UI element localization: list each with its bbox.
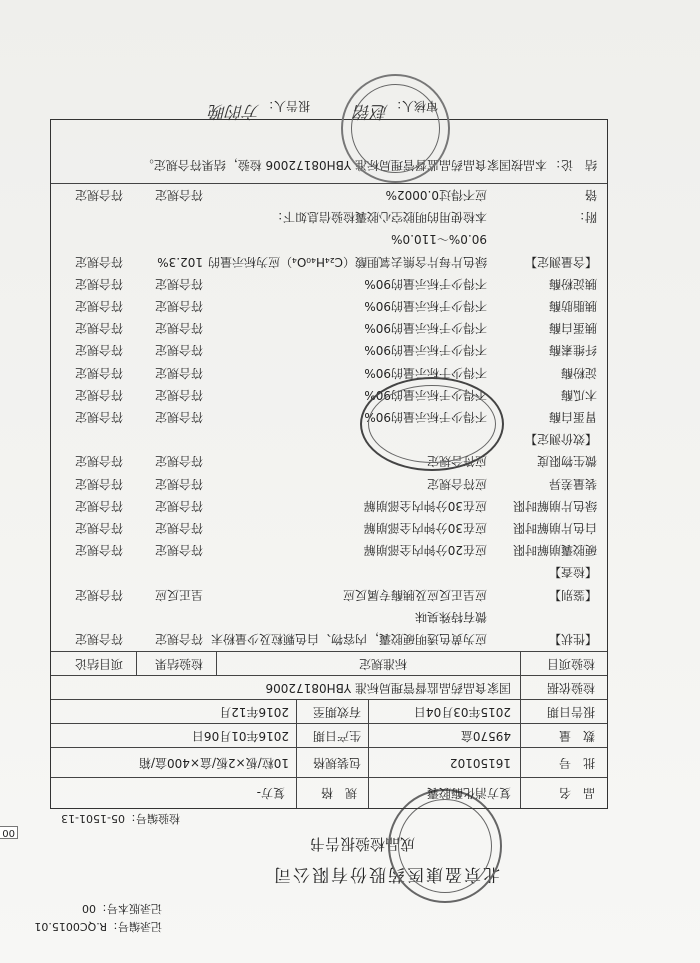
batch-value: 16150102 [449,756,511,770]
table-line [51,183,607,184]
row-result: 符合规定 [154,276,203,291]
row-result: 符合规定 [154,410,203,424]
prod-date-label: 生产日期 [312,729,361,743]
row-result: 符合规定 [154,321,203,336]
spec-label: 规 格 [320,786,357,800]
row-conclusion: 符合规定 [74,543,123,558]
spec-value: 复方- [256,786,285,800]
conclusion-text: 本品按国家食品药品监督管理局标准 YBH08172006 检验，结果符合规定。 [141,158,547,172]
table-line [520,676,521,700]
row-item: 【含量测定】 [524,254,597,269]
report-date-label: 报告日期 [546,705,595,719]
basis-label: 检验依据 [546,681,595,695]
row-conclusion: 符合规定 [74,365,123,380]
row-item: 铬 [584,188,597,202]
table-line [520,652,521,676]
col-result-header: 检验结果 [154,657,203,671]
report-date-value: 2015年03月04日 [413,705,511,719]
row-conclusion: 符合规定 [74,276,123,291]
row-result: 符合规定 [154,476,203,491]
row-conclusion: 符合规定 [74,299,123,313]
row-conclusion: 符合规定 [74,254,123,269]
row-item: 硬胶囊崩解时限 [512,543,597,558]
table-line [51,651,607,652]
table-line [51,675,607,676]
table-line [296,700,297,808]
row-result: 符合规定 [154,521,203,535]
table-line [51,747,607,748]
row-standard: 应为黄色透明硬胶囊，内容物、白色颗粒及少量粉末 [210,632,487,646]
bottom-stamp-inner-ring [351,84,440,173]
table-line [520,700,521,808]
row-result: 符合规定 [154,454,203,469]
prod-date-value: 2016年01月06日 [191,729,289,743]
row-result: 符合规定 [154,632,203,646]
basis-value: 国家食品药品监督管理局标准 YBH08172006 [265,681,511,695]
inspection-number: 检验编号：05-1501-13 [61,812,180,825]
table-line [51,723,607,724]
expiry-label: 有效期至 [312,705,361,719]
row-result: 符合规定 [154,365,203,380]
row-result: 符合规定 [154,299,203,313]
row-standard: 微有特殊臭味 [414,609,487,624]
batch-label: 批 号 [558,756,595,770]
row-standard: 应在30分钟内全部崩解 [363,498,487,513]
row-result: 符合规定 [154,498,203,513]
reviewer-label: 审核人： [389,99,438,113]
table-line [216,652,217,676]
row-item: 胃蛋白酶 [548,410,597,424]
row-result: 符合规定 [154,543,203,558]
col-item-header: 检验项目 [546,657,595,671]
row-item: 微生物限度 [536,454,597,469]
row-standard: 不得少于标示量的90% [364,343,487,358]
row-result: 102.3% [157,254,203,269]
row-standard: 应在30分钟内全部崩解 [363,521,487,535]
row-item: 【检查】 [548,565,597,580]
row-standard: 90.0%～110.0% [391,232,487,247]
reviewer-signature: 赵铭 [354,101,388,121]
row-standard: 不得少于标示量的90% [364,276,487,291]
row-result: 呈正反应 [154,587,203,602]
product-label: 品 名 [558,786,595,800]
row-item: 【效价测定】 [524,432,597,447]
conclusion-label: 结 论： [548,158,597,172]
row-item: 附： [572,210,597,225]
row-conclusion: 符合规定 [74,410,123,424]
row-item: 木瓜酶 [560,387,597,402]
row-item: 绿色片崩解时限 [512,498,597,513]
row-result: 符合规定 [154,343,203,358]
package-value: 10粒/板×2板/盒×400盒/箱 [138,756,289,770]
quantity-value: 49570盒 [460,729,511,743]
inspection-table [50,119,608,809]
row-standard: 应符合规定 [426,454,487,469]
row-item: 纤维素酶 [548,343,597,358]
row-standard: 应呈正反应及胰酶专属反应 [342,587,487,602]
row-conclusion: 符合规定 [74,387,123,402]
row-item: 【鉴别】 [548,587,597,602]
row-conclusion: 符合规定 [74,476,123,491]
table-line [368,700,369,808]
row-item: 胰淀粉酶 [548,276,597,291]
package-label: 包装规格 [312,756,361,770]
row-standard: 不得少于标示量的90% [364,321,487,336]
table-line [136,652,137,676]
row-conclusion: 符合规定 [74,454,123,469]
bottom-stamp [341,74,450,183]
row-standard: 不得少于标示量的90% [364,387,487,402]
row-item: 白色片崩解时限 [512,521,597,535]
header-stamp-inner-ring [398,799,492,893]
col-conclusion-header: 项目结论 [74,657,123,671]
row-conclusion: 符合规定 [74,188,123,202]
row-item: 淀粉酶 [560,365,597,380]
row-standard: 不得少于标示量的90% [364,299,487,313]
record-number: 记录编号：R.QC0015.01 [34,920,162,933]
row-conclusion: 符合规定 [74,498,123,513]
row-standard: 不得少于标示量的90% [364,410,487,424]
edge-stub: 00 [0,826,18,839]
row-standard: 绿色片每片含熊去氧胆酸（C₂₄H₄₀O₄）应为标示量的 [208,254,487,269]
row-item: 胰蛋白酶 [548,321,597,336]
quantity-label: 数 量 [558,729,595,743]
row-result: 符合规定 [154,188,203,202]
row-conclusion: 符合规定 [74,321,123,336]
row-conclusion: 符合规定 [74,521,123,535]
row-standard: 应不得过0.0002% [385,188,487,202]
row-standard: 应在20分钟内全部崩解 [363,543,487,558]
row-standard: 应符合规定 [426,476,487,491]
reporter-signature: 方的晚 [209,101,260,121]
row-conclusion: 符合规定 [74,632,123,646]
reporter-label: 报告人： [261,99,310,113]
row-item: 【性状】 [548,632,597,646]
company-title: 北京盈康医药股份有限公司 [272,864,500,884]
row-item: 胰脂肪酶 [548,299,597,313]
col-standard-header: 标准规定 [358,657,407,671]
row-result: 符合规定 [154,387,203,402]
row-item: 装量差异 [548,476,597,491]
row-conclusion: 符合规定 [74,343,123,358]
table-line [51,699,607,700]
record-revision: 记录版本号：00 [82,902,162,915]
product-value: 复方消化酶胶囊 [426,786,511,800]
row-standard: 本检使用的明胶空心胶囊检验信息如下： [270,210,487,225]
row-conclusion: 符合规定 [74,587,123,602]
table-line [51,777,607,778]
row-standard: 不得少于标示量的90% [364,365,487,380]
expiry-value: 2016年12月 [219,705,289,719]
center-stamp-inner-ring [368,385,496,463]
report-title: 成品检验报告书 [309,835,415,853]
center-stamp [360,377,504,471]
